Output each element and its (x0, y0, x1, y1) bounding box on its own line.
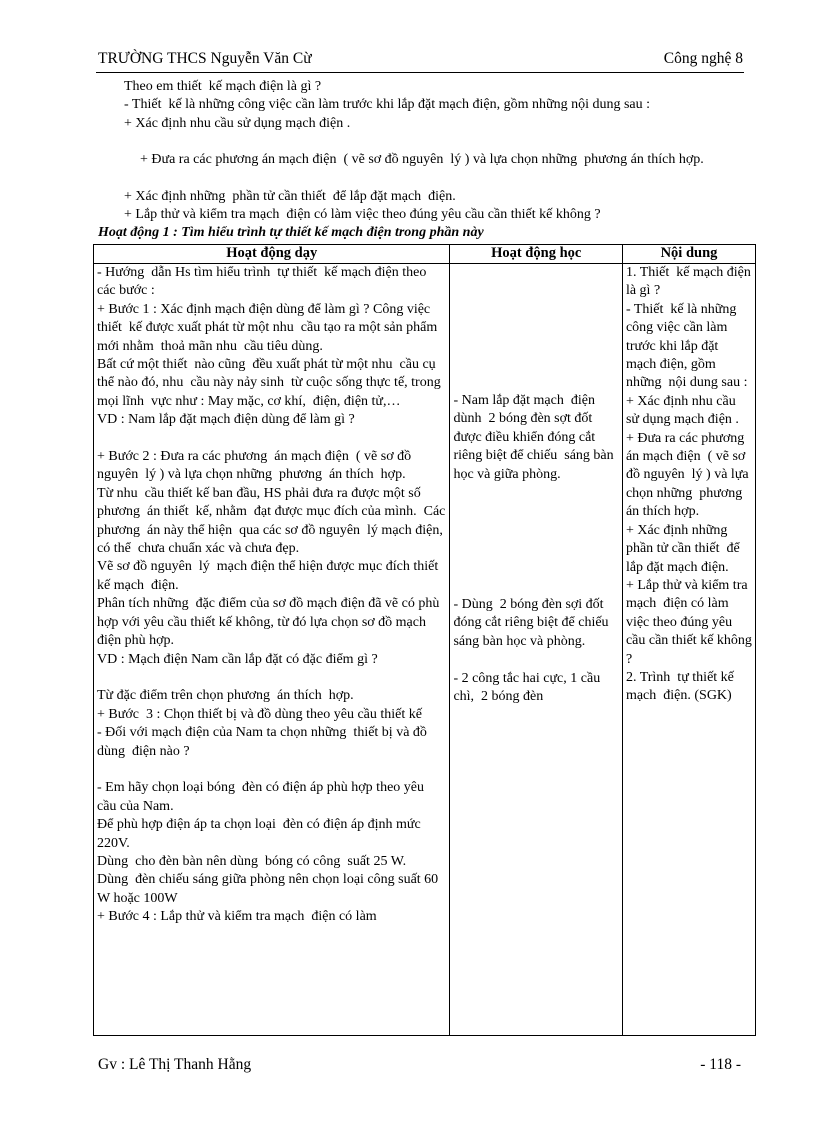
page-header (98, 48, 743, 72)
subject-name: Công nghệ 8 (663, 50, 743, 67)
spacer (453, 264, 619, 392)
intro-item-1: + Xác định nhu cầu sử dụng mạch điện . (124, 115, 351, 131)
intro-question: Theo em thiết kế mạch điện là gì ? (124, 79, 322, 94)
learn-cell (450, 264, 623, 1036)
content-para: + Xác định những phần tử cần thiết để lắp đặt mạch điện. (625, 522, 744, 575)
teach-para: Dùng cho đèn bàn nên dùng bóng có công suất 25 W. (97, 853, 407, 869)
teach-para: Phân tích những đặc điểm của sơ đồ mạch điện đã vẽ có phù hợp với yêu cầu thiết kế không, từ đó lựa chọn sơ đồ mạch điện phù hợp. (97, 596, 443, 649)
school-name: TRƯỜNG THCS Nguyễn Văn Cừ (98, 50, 312, 67)
teach-para: Dùng đèn chiếu sáng giữa phòng nên chọn loại công suất 60 W hoặc 100W (97, 872, 442, 906)
teach-para: Vẽ sơ đồ nguyên lý mạch điện thể hiện được mục đích thiết kế mạch điện. (97, 559, 446, 593)
learn-para: - Dùng 2 bóng đèn sợi đốt đóng cắt riêng biệt để chiếu sáng bàn học và phòng. (453, 597, 616, 649)
content-cell (622, 264, 759, 1036)
teach-para: + Bước 1 : Xác định mạch điện dùng để làm gì ? Công việc thiết kế được xuất phát từ một nhu cầu tạo ra một sản phẩm mới nhằm thoả mãn nhu cầu tiêu dùng. (97, 301, 441, 354)
intro-answer: - Thiết kế là những công việc cần làm trước khi lắp đặt mạch điện, gồm những nội dung sau : (124, 97, 651, 113)
table-row (94, 264, 756, 1036)
teach-para: - Đối với mạch điện của Nam ta chọn những thiết bị và đồ dùng điện nào ? (97, 725, 431, 759)
spacer (97, 761, 446, 779)
teach-para: VD : Nam lắp đặt mạch điện dùng để làm gì ? (97, 412, 355, 428)
spacer (97, 430, 446, 448)
content-para: + Đưa ra các phương án mạch điện ( vẽ sơ đồ nguyên lý ) và lựa chọn những phương án thích hợp. (625, 430, 753, 520)
teach-para: VD : Mạch điện Nam cần lắp đặt có đặc điểm gì ? (97, 651, 378, 667)
content-para: 2. Trình tự thiết kế mạch điện. (SGK) (625, 669, 738, 704)
intro-item-2: + Đưa ra các phương án mạch điện ( vẽ sơ đồ nguyên lý ) và lựa chọn những phương án thích hợp. (140, 152, 704, 168)
teach-para: + Bước 3 : Chọn thiết bị và đồ dùng theo yêu cầu thiết kế (97, 706, 422, 722)
teach-cell (94, 264, 450, 1036)
content-para: + Xác định nhu cầu sử dụng mạch điện . (625, 393, 740, 428)
content-para: 1. Thiết kế mạch điện là gì ? (625, 265, 755, 299)
learn-para: - 2 công tắc hai cực, 1 cầu chì, 2 bóng đèn (453, 670, 604, 705)
header-divider (96, 72, 744, 73)
page-number: - 118 - (700, 1056, 741, 1073)
intro-item-2-wrap (98, 133, 748, 188)
header-learn: Hoạt động học (450, 245, 623, 264)
teach-para: + Bước 4 : Lắp thử và kiểm tra mạch điện có làm (97, 909, 377, 925)
teach-para: Từ nhu cầu thiết kế ban đầu, HS phải đưa ra được một số phương án thiết kế, nhằm đạt được mục đích của mình. Các phương án này thể hiện qua các sơ đồ nguyên lý mạch điện, có thể chưa chuẩn xác và chưa đẹp. (97, 485, 449, 557)
lesson-table (93, 244, 759, 1036)
content-para: - Thiết kế là những công việc cần làm trước khi lắp đặt mạch điện, gồm những nội dung sau : (625, 301, 748, 391)
learn-para: - Nam lắp đặt mạch điện dùnh 2 bóng đèn sợt đốt được điều khiển đóng cắt riêng biệt để chiếu sáng bàn học và giữa phòng. (453, 393, 618, 482)
header-teach: Hoạt động dạy (94, 245, 450, 264)
teacher-name: Gv : Lê Thị Thanh Hằng (98, 1056, 252, 1073)
teach-para: + Bước 2 : Đưa ra các phương án mạch điện ( vẽ sơ đồ nguyên lý ) và lựa chọn những phương án thích hợp. (97, 449, 415, 483)
spacer (453, 484, 619, 596)
page-footer (98, 1056, 741, 1078)
content-para: + Lắp thử và kiểm tra mạch điện có làm việc theo đúng yêu cầu cần thiết kế không ? (625, 577, 759, 667)
intro-section (98, 78, 748, 243)
teach-para: Bất cứ một thiết nào cũng đều xuất phát từ một nhu cầu cụ thể nào đó, nhu cầu này nảy sinh từ cuộc sống thực tế, trong mọi lĩnh vực như : May mặc, cơ khí, điện, điện tử,… (97, 357, 445, 409)
intro-item-4: + Lắp thử và kiểm tra mạch điện có làm việc theo đúng yêu cầu cần thiết kế không ? (124, 207, 601, 223)
activity-title: Hoạt động 1 : Tìm hiểu trình tự thiết kế mạch điện trong phần này (98, 225, 484, 241)
spacer (97, 669, 446, 687)
table-header-row (94, 245, 756, 264)
teach-para: Để phù hợp điện áp ta chọn loại đèn có điện áp định mức 220V. (97, 817, 425, 851)
header-content: Nội dung (622, 245, 755, 264)
teach-para: - Hướng dẫn Hs tìm hiểu trình tự thiết kế mạch điện theo các bước : (97, 265, 430, 299)
intro-item-3: + Xác định những phần tử cần thiết để lắp đặt mạch điện. (124, 188, 456, 204)
teach-para: - Em hãy chọn loại bóng đèn có điện áp phù hợp theo yêu cầu của Nam. (97, 780, 428, 814)
spacer (453, 651, 619, 669)
teach-para: Từ đặc điểm trên chọn phương án thích hợp. (97, 688, 354, 704)
